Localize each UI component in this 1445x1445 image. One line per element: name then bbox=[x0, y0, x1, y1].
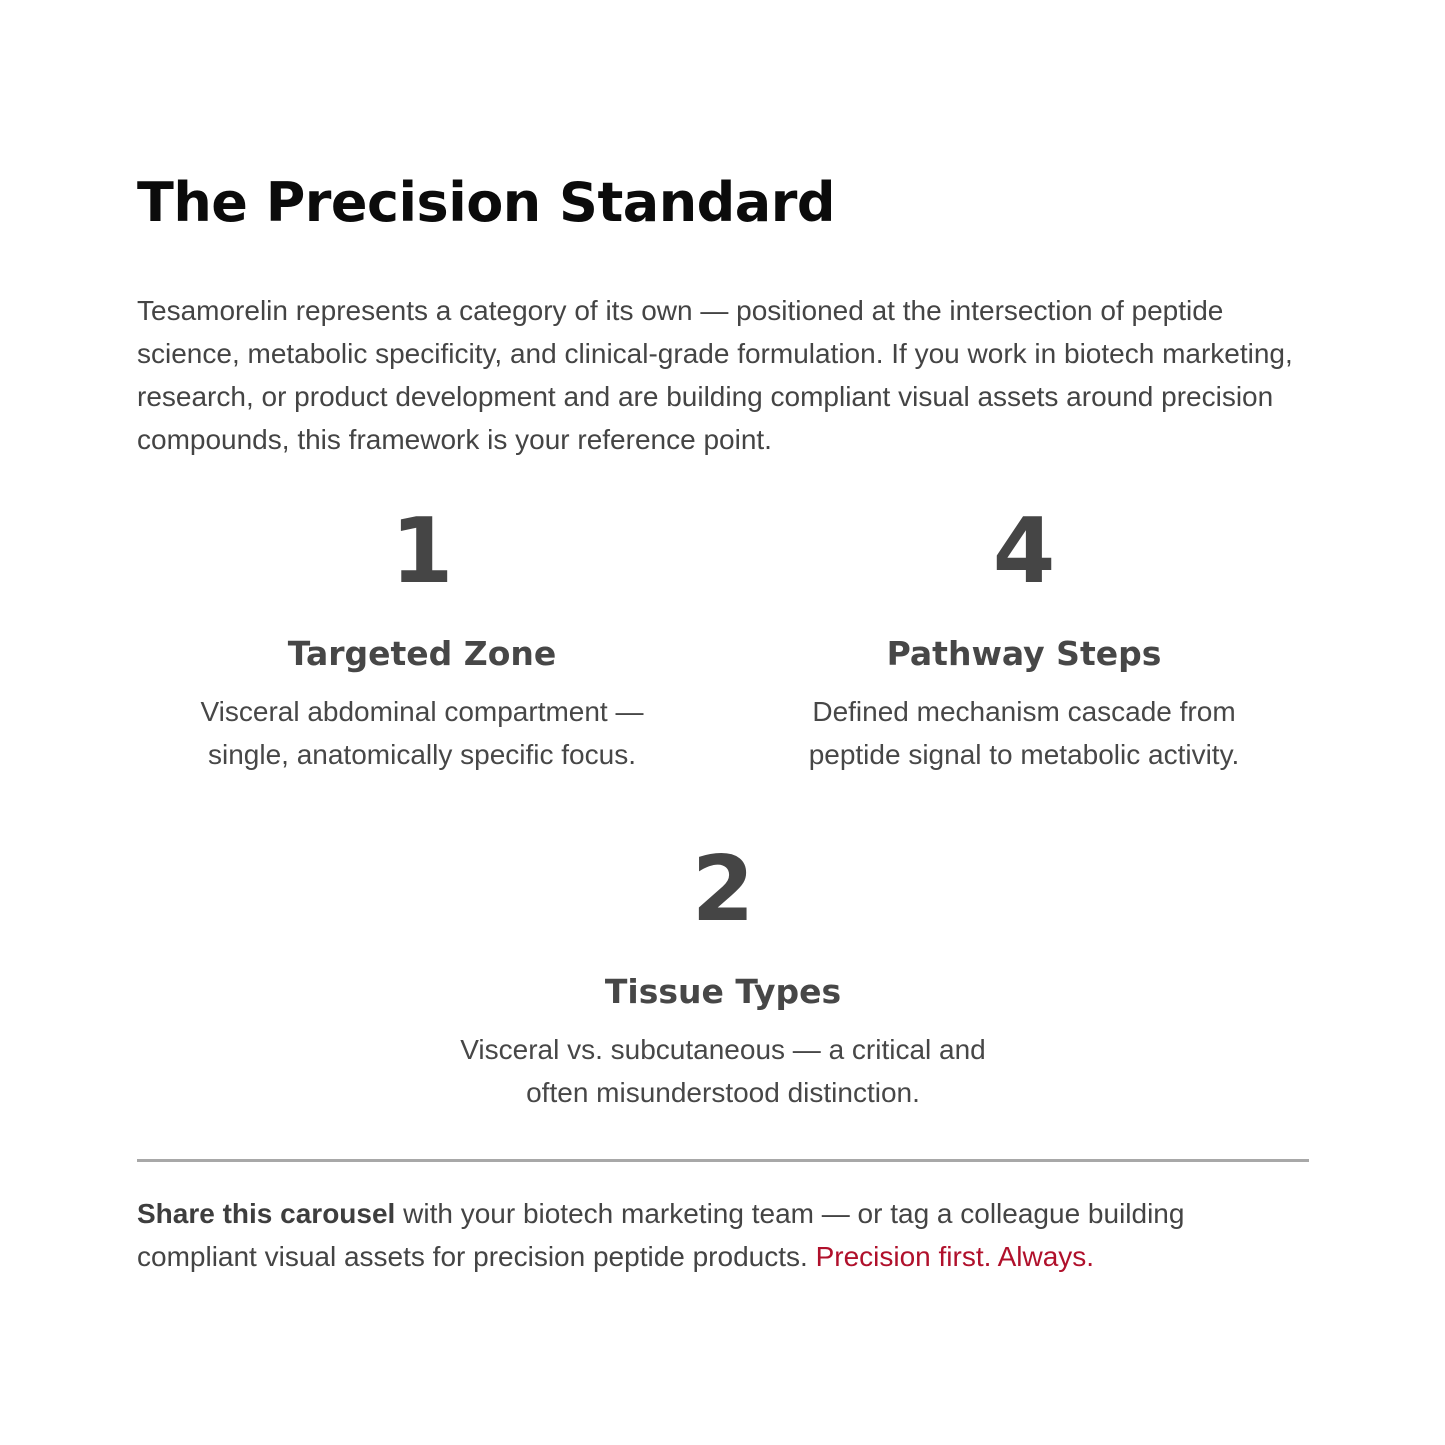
stat-description: Defined mechanism cascade from peptide signal to metabolic activity. bbox=[808, 696, 1240, 770]
stat-number: 1 bbox=[390, 499, 454, 604]
cta-body-text: with your biotech marketing team — or tag a colleague building compliant visual assets for precision peptide products. bbox=[137, 1198, 1185, 1272]
stat-description: Visceral abdominal compartment — single, anatomically specific focus. bbox=[200, 696, 644, 770]
stat-title: Pathway Steps bbox=[886, 634, 1162, 673]
stat-tissue-types bbox=[423, 838, 1023, 1114]
stat-title: Targeted Zone bbox=[287, 634, 557, 673]
intro-paragraph: Tesamorelin represents a category of its own — positioned at the intersection of peptide science, metabolic specificity, and clinical-grade formulation. If you work in biotech marketing, research, or product development and are building compliant visual assets around precision compounds, this framework is your reference point. bbox=[137, 295, 1293, 455]
cta-accent-text: Precision first. Always. bbox=[815, 1241, 1095, 1272]
page-title: The Precision Standard bbox=[137, 171, 836, 234]
stat-number: 2 bbox=[691, 837, 755, 942]
stat-number: 4 bbox=[992, 499, 1056, 604]
stat-targeted-zone bbox=[137, 500, 707, 776]
carousel-slide bbox=[137, 0, 1309, 1445]
stat-title: Tissue Types bbox=[604, 972, 842, 1011]
call-to-action bbox=[137, 1192, 1309, 1278]
stat-description: Visceral vs. subcutaneous — a critical and often misunderstood distinction. bbox=[460, 1034, 986, 1108]
section-divider bbox=[137, 1159, 1309, 1162]
cta-strong-text: Share this carousel bbox=[137, 1198, 396, 1229]
stat-pathway-steps bbox=[739, 500, 1309, 776]
